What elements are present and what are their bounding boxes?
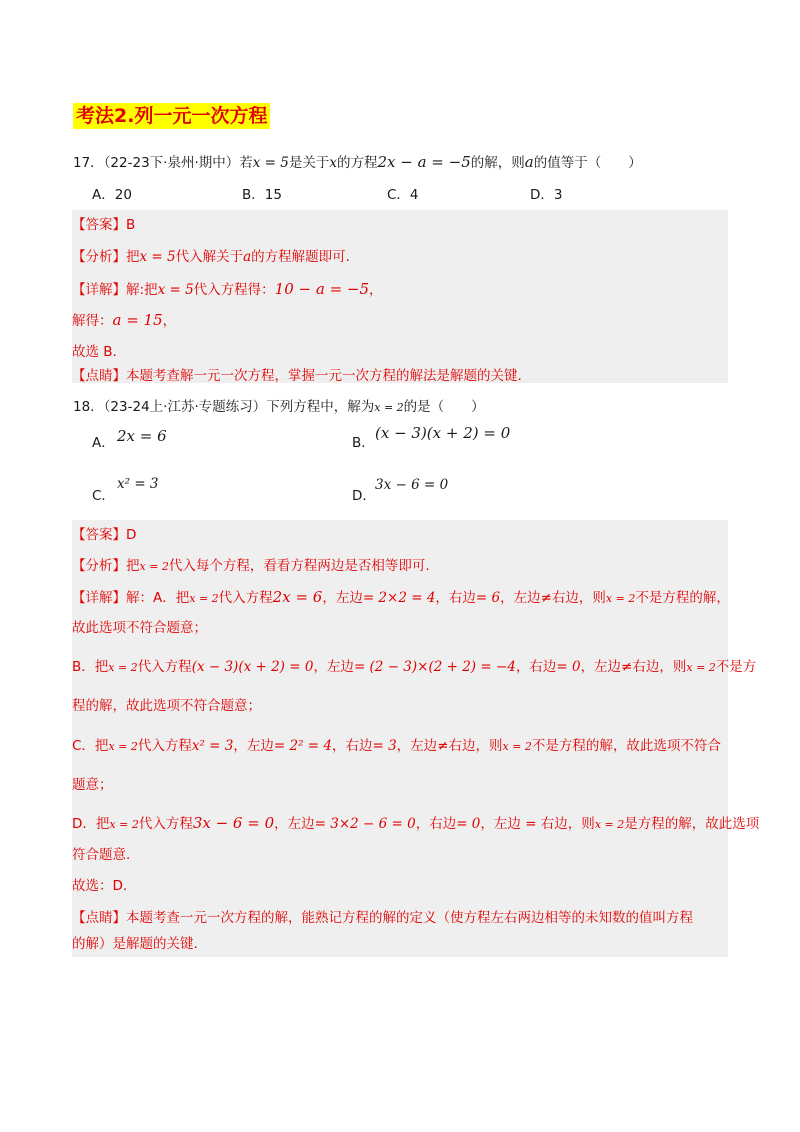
- option-c: [92, 486, 115, 506]
- text: 把: [126, 558, 140, 574]
- detail-d-line2: 符合题意.: [72, 847, 131, 863]
- answer-line: 【答案】D: [72, 527, 137, 543]
- text: ，: [369, 282, 383, 298]
- option-b: [352, 433, 375, 453]
- math-expression: x = 2: [374, 401, 404, 414]
- question-number: 18．: [73, 399, 104, 415]
- math-expression: x = 2: [108, 740, 138, 753]
- text: ，右边: [515, 659, 557, 675]
- math-expression: a = 15: [112, 311, 163, 329]
- text: 解:把: [126, 282, 158, 298]
- question-text: 的解，则: [470, 155, 525, 171]
- label: 【详解】: [72, 282, 126, 298]
- text: 的方程解题即可.: [251, 249, 350, 265]
- math-variable: a: [243, 249, 252, 265]
- choose-line: 故选 B.: [72, 344, 117, 360]
- text: ，右边: [435, 590, 476, 606]
- label: 【点睛】: [72, 368, 126, 384]
- text: 解：A．把: [126, 590, 190, 606]
- option-c: C．4: [387, 187, 419, 203]
- answer-box-17: [72, 210, 728, 383]
- comment-line: [72, 908, 693, 928]
- text: ，左边: [322, 590, 363, 606]
- option-letter: D．: [352, 488, 376, 504]
- math-expression: x² = 3: [191, 738, 234, 754]
- question-text: 是关于: [288, 155, 330, 171]
- label: 【分析】: [72, 558, 126, 574]
- text: 把: [126, 249, 140, 265]
- text: 代入方程得：: [193, 282, 275, 298]
- math-expression: 10 − a = −5: [274, 280, 370, 298]
- question-number: 17．: [73, 155, 104, 171]
- question-text: 的方程: [336, 155, 378, 171]
- text: ，左边≠右边，则: [580, 659, 687, 675]
- label: 【详解】: [72, 590, 126, 606]
- text: ，右边: [415, 816, 457, 832]
- answer-line: 【答案】B: [72, 217, 136, 233]
- text: ，左边: [274, 816, 315, 832]
- text: 代入方程: [218, 590, 273, 606]
- option-letter: C．: [92, 488, 115, 504]
- option-a-equation: 2x = 6: [117, 427, 167, 445]
- text: 不是方: [715, 659, 757, 675]
- math-expression: 2x = 6: [272, 588, 323, 606]
- math-expression: x = 2: [605, 592, 636, 605]
- math-expression: = 3×2 − 6 = 0: [314, 816, 416, 832]
- text: 代入方程: [137, 659, 192, 675]
- option-a: A．20: [92, 187, 132, 203]
- text: 不是方程的解，: [635, 590, 730, 606]
- analysis-line: [72, 247, 350, 267]
- math-expression: x = 2: [109, 818, 139, 831]
- question-text: 的是（ ）: [403, 399, 485, 415]
- text: 代入每个方程，看看方程两边是否相等即可.: [168, 558, 430, 574]
- math-expression: = 0: [556, 659, 581, 675]
- option-b: B．15: [242, 187, 282, 203]
- math-expression: = 0: [456, 816, 481, 832]
- question-source: （22-23下·泉州·期中）: [103, 155, 240, 171]
- math-expression: x = 5: [139, 249, 176, 265]
- math-expression: = 3: [372, 738, 397, 754]
- text: ，右边: [331, 738, 373, 754]
- math-variable: x: [329, 155, 337, 171]
- text: 本题考查一元一次方程的解，能熟记方程的解的定义（使方程左右两边相等的未知数的值叫方程: [126, 910, 693, 926]
- math-expression: = 6: [475, 590, 501, 606]
- text: C．把: [72, 738, 109, 754]
- detail-line: [72, 279, 383, 300]
- question-18: [73, 397, 485, 418]
- option-c-equation: x² = 3: [117, 476, 159, 492]
- label: 【点睛】: [72, 910, 126, 926]
- detail-b-line2: 程的解，故此选项不符合题意；: [72, 698, 261, 714]
- text: 不是方程的解，故此选项不符合: [531, 738, 721, 754]
- question-text: 的值等于（ ）: [533, 155, 642, 171]
- detail-c-line: [72, 736, 721, 757]
- text: 代入方程: [138, 816, 193, 832]
- analysis-line: [72, 556, 430, 577]
- math-expression: x = 2: [189, 592, 219, 605]
- comment-line: [72, 366, 522, 386]
- text: 本题考查解一元一次方程，掌握一元一次方程的解法是解题的关键.: [126, 368, 522, 384]
- section-title: 考法2.列一元一次方程: [73, 103, 270, 129]
- option-d-equation: 3x − 6 = 0: [375, 477, 449, 493]
- option-b-equation: (x − 3)(x + 2) = 0: [375, 424, 511, 442]
- math-expression: x = 5: [252, 155, 289, 171]
- detail-d-line: [72, 813, 759, 835]
- math-variable: a: [524, 153, 534, 171]
- math-expression: (x − 3)(x + 2) = 0: [191, 659, 314, 675]
- detail-b-line: [72, 657, 756, 678]
- option-d: D．3: [530, 187, 563, 203]
- text: 是方程的解，故此选项: [624, 816, 760, 832]
- math-expression: x = 5: [157, 282, 194, 298]
- text: B．把: [72, 659, 109, 675]
- comment-line2: 的解）是解题的关键.: [72, 936, 198, 952]
- question-17: [73, 152, 642, 173]
- text: ，左边 = 右边，则: [480, 816, 595, 832]
- math-expression: = 2² = 4: [273, 738, 332, 754]
- detail-a-line2: 故此选项不符合题意；: [72, 620, 207, 636]
- math-expression: ≠: [437, 738, 449, 754]
- answer-box-18: [72, 520, 760, 957]
- text: ，左边: [233, 738, 274, 754]
- text: ，左边: [396, 738, 438, 754]
- label: 解得：: [72, 313, 113, 329]
- math-expression: = 2×2 = 4: [362, 590, 436, 606]
- math-expression: x = 2: [686, 661, 716, 674]
- option-letter: A．: [92, 435, 115, 451]
- label: 【分析】: [72, 249, 126, 265]
- text: 右边，则: [448, 738, 503, 754]
- detail-a-line: [72, 587, 730, 609]
- text: D．把: [72, 816, 110, 832]
- math-expression: 2x − a = −5: [377, 153, 471, 171]
- choose-line: 故选：D.: [72, 878, 128, 894]
- detail-c-line2: 题意；: [72, 777, 113, 793]
- math-expression: = (2 − 3)×(2 + 2) = −4: [353, 659, 516, 675]
- option-d: [352, 486, 376, 506]
- text: ，: [162, 313, 177, 329]
- math-expression: x = 2: [108, 661, 138, 674]
- math-expression: x = 2: [594, 818, 625, 831]
- solve-line: [72, 310, 176, 331]
- option-letter: B．: [352, 435, 375, 451]
- option-a: [92, 433, 115, 453]
- question-source: （23-24上·江苏·专题练习）: [103, 399, 267, 415]
- math-expression: 3x − 6 = 0: [192, 814, 275, 832]
- text: 代入解关于: [175, 249, 244, 265]
- math-expression: x = 2: [502, 740, 532, 753]
- question-text: 下列方程中，解为: [266, 399, 375, 415]
- text: ，左边≠右边，则: [500, 590, 606, 606]
- math-expression: x = 2: [139, 560, 169, 573]
- text: ，左边: [313, 659, 354, 675]
- question-text: 若: [239, 155, 253, 171]
- text: 代入方程: [137, 738, 192, 754]
